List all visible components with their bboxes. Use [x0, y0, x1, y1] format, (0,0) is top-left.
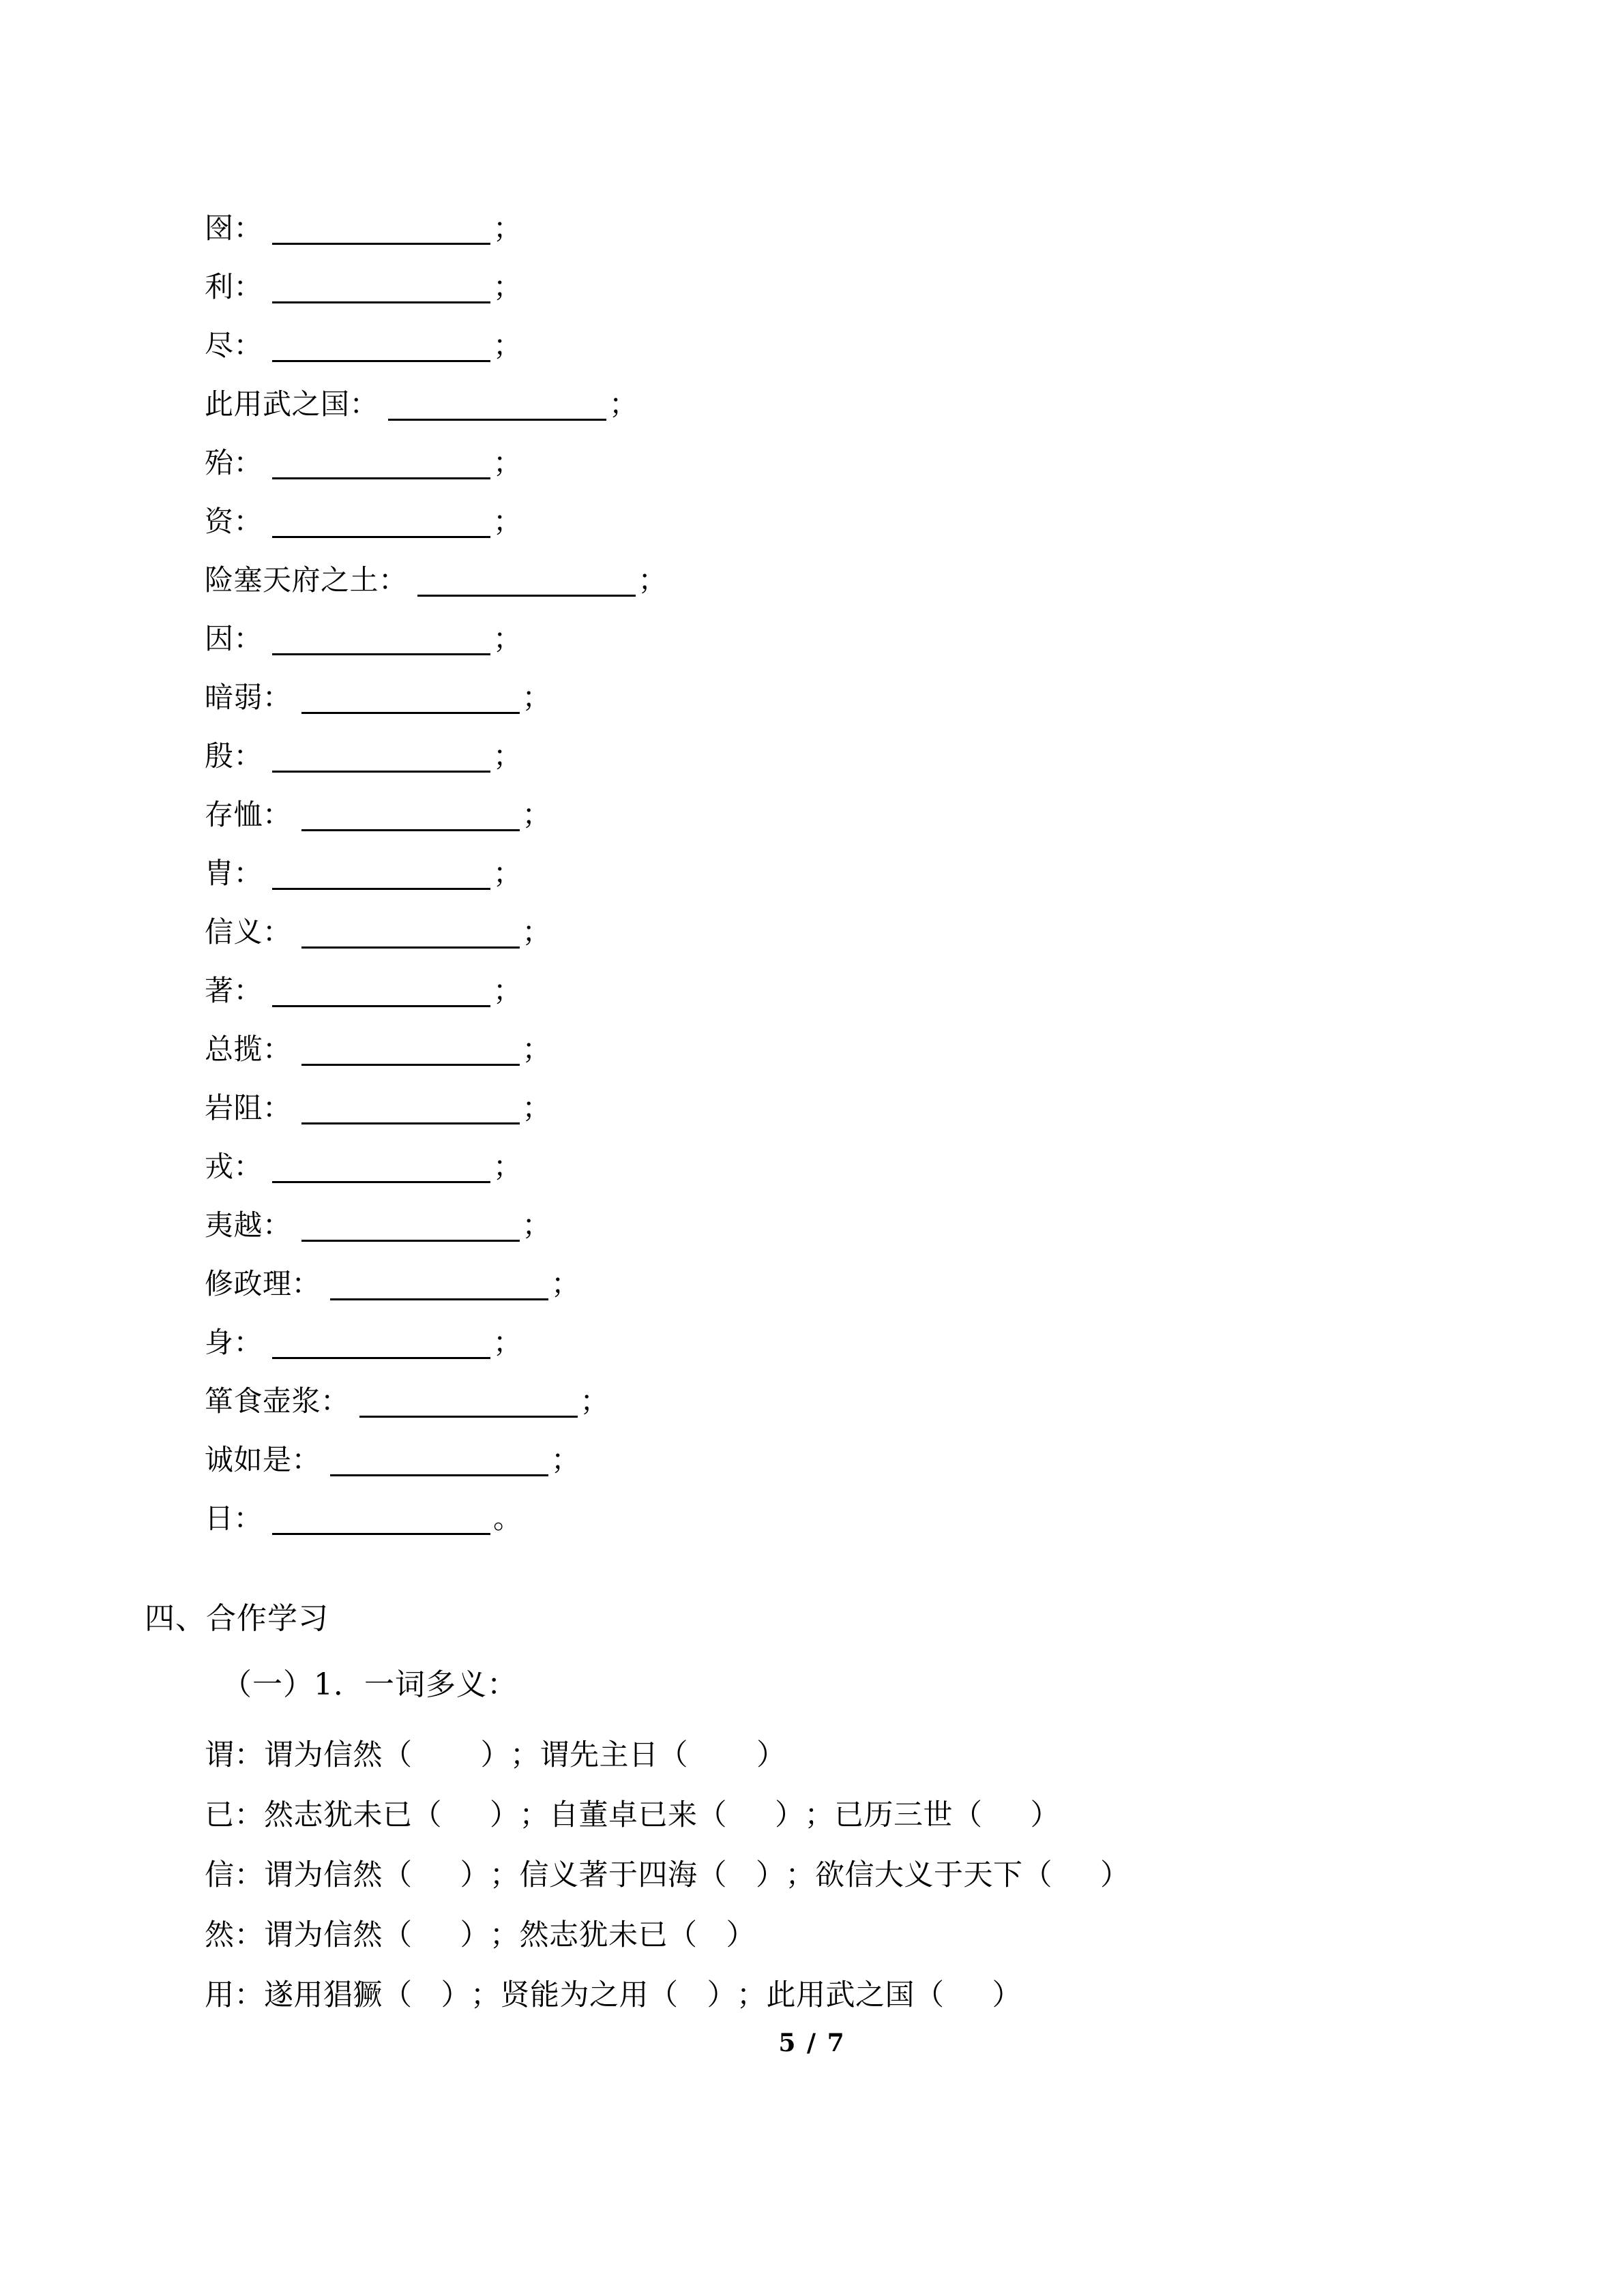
vocabulary-entry: [205, 727, 1501, 786]
paren-open: （: [1022, 1858, 1052, 1892]
answer-blank[interactable]: [330, 1271, 548, 1300]
polysemy-entry: [205, 1785, 1569, 1845]
line-terminator: ；: [522, 1032, 552, 1066]
line-terminator: ；: [493, 270, 522, 303]
answer-blank[interactable]: [272, 626, 490, 655]
answer-blank[interactable]: [272, 509, 490, 538]
colon-separator: ：: [233, 1326, 263, 1359]
answer-blank[interactable]: [272, 215, 490, 245]
vocabulary-entry: [205, 961, 1501, 1020]
answer-blank[interactable]: [272, 274, 490, 303]
line-terminator: ；: [493, 505, 522, 538]
vocabulary-term: 因: [205, 622, 234, 655]
line-terminator: ；: [522, 798, 552, 831]
vocabulary-entry: [205, 668, 1501, 727]
vocabulary-term: 修政理: [205, 1267, 292, 1300]
polysemy-example: 谓为信然: [264, 1918, 383, 1952]
answer-blank[interactable]: [301, 1037, 520, 1066]
polysemy-example: 谓为信然: [264, 1738, 383, 1772]
colon-separator: ：: [321, 1384, 350, 1418]
answer-blank[interactable]: [301, 1095, 520, 1124]
semicolon-separator: ；: [737, 1978, 767, 2012]
vocabulary-entry: [205, 1255, 1501, 1313]
vocabulary-entry: [205, 610, 1501, 668]
paren-close: ）: [726, 1918, 756, 1952]
paren-close: ）: [480, 1738, 510, 1772]
paren-close: ）: [756, 1738, 786, 1772]
vocabulary-entry: [205, 903, 1501, 961]
paren-close: ）: [1030, 1798, 1060, 1832]
line-terminator: ；: [493, 739, 522, 773]
paren-open: （: [697, 1798, 727, 1832]
vocabulary-term: 戎: [205, 1150, 234, 1183]
vocabulary-term: 险塞天府之土: [205, 563, 379, 597]
line-terminator: ；: [493, 446, 522, 479]
colon-separator: ：: [234, 1738, 264, 1772]
line-terminator: ；: [522, 1091, 552, 1124]
line-terminator: ；: [493, 856, 522, 890]
semicolon-separator: ；: [510, 1738, 540, 1772]
semicolon-separator: ；: [785, 1858, 815, 1892]
answer-blank[interactable]: [272, 450, 490, 479]
polysemy-list: [205, 1725, 1569, 2025]
colon-separator: ：: [233, 622, 263, 655]
colon-separator: ：: [234, 1918, 264, 1952]
vocabulary-term: 信义: [205, 915, 263, 949]
vocabulary-term: 尽: [205, 329, 234, 362]
paren-open: （: [953, 1798, 983, 1832]
semicolon-separator: ；: [804, 1798, 834, 1832]
paren-open: （: [383, 1738, 413, 1772]
paren-open: （: [649, 1978, 679, 2012]
vocabulary-term: 利: [205, 270, 234, 303]
line-terminator: ；: [522, 915, 552, 949]
colon-separator: ：: [233, 211, 263, 245]
answer-blank[interactable]: [272, 333, 490, 362]
polysemy-entry: [205, 1905, 1569, 1965]
answer-blank[interactable]: [301, 919, 520, 949]
vocabulary-entry: [205, 1431, 1501, 1489]
colon-separator: ：: [233, 739, 263, 773]
polysemy-keyword: 信: [205, 1858, 235, 1892]
colon-separator: ：: [233, 856, 263, 890]
vocabulary-entry: [205, 1313, 1501, 1372]
vocabulary-entry: [205, 786, 1501, 844]
colon-separator: ：: [263, 798, 292, 831]
answer-blank[interactable]: [272, 743, 490, 773]
colon-separator: ：: [233, 505, 263, 538]
polysemy-example: 然志犹未已: [264, 1798, 413, 1832]
vocabulary-entry: [205, 1020, 1501, 1079]
colon-separator: ：: [263, 1091, 292, 1124]
vocabulary-term: 胄: [205, 856, 234, 890]
vocabulary-entry: [205, 316, 1501, 375]
vocabulary-term: 岩阻: [205, 1091, 263, 1124]
colon-separator: ：: [349, 387, 379, 421]
answer-blank[interactable]: [272, 1506, 490, 1535]
answer-blank[interactable]: [301, 802, 520, 831]
vocabulary-term: 诚如是: [205, 1443, 292, 1476]
vocabulary-term: 此用武之国: [205, 387, 350, 421]
vocabulary-term: 暗弱: [205, 681, 263, 714]
paren-open: （: [668, 1918, 698, 1952]
line-terminator: ；: [522, 681, 552, 714]
subsection-heading-polysemy: （一）1．一词多义：: [222, 1667, 518, 1702]
paren-open: （: [658, 1738, 688, 1772]
line-terminator: ；: [493, 622, 522, 655]
answer-blank[interactable]: [301, 685, 520, 714]
semicolon-separator: ；: [519, 1798, 549, 1832]
colon-separator: ：: [233, 1502, 263, 1535]
polysemy-example: 欲信大义于天下: [815, 1858, 1023, 1892]
colon-separator: ：: [263, 1208, 292, 1242]
paren-close: ）: [460, 1918, 490, 1952]
polysemy-entry: [205, 1725, 1569, 1785]
polysemy-example: 已历三世: [834, 1798, 953, 1832]
section-heading-cooperative-learning: 四、合作学习: [145, 1601, 329, 1636]
colon-separator: ：: [263, 915, 292, 949]
polysemy-keyword: 然: [205, 1918, 235, 1952]
vocabulary-term: 囹: [205, 211, 234, 245]
polysemy-example: 自董卓已来: [549, 1798, 698, 1832]
vocabulary-term: 箪食壶浆: [205, 1384, 321, 1418]
answer-blank[interactable]: [330, 1447, 548, 1476]
colon-separator: ：: [263, 1032, 292, 1066]
line-terminator: ；: [493, 1150, 522, 1183]
line-terminator: ；: [493, 329, 522, 362]
answer-blank[interactable]: [272, 861, 490, 890]
paren-close: ）: [441, 1978, 471, 2012]
vocabulary-term: 夷越: [205, 1208, 263, 1242]
polysemy-example: 谓先主日: [540, 1738, 659, 1772]
vocabulary-term: 资: [205, 505, 234, 538]
paren-open: （: [383, 1978, 413, 2012]
paren-close: ）: [490, 1798, 520, 1832]
vocabulary-term: 身: [205, 1326, 234, 1359]
polysemy-example: 此用武之国: [766, 1978, 915, 2012]
paren-open: （: [383, 1918, 413, 1952]
vocabulary-entry: [205, 1196, 1501, 1255]
paren-open: （: [412, 1798, 442, 1832]
polysemy-keyword: 用: [205, 1978, 235, 2012]
vocabulary-term: 存恤: [205, 798, 263, 831]
semicolon-separator: ；: [490, 1858, 520, 1892]
vocabulary-entry: [205, 1372, 1501, 1431]
colon-separator: ：: [234, 1978, 264, 2012]
colon-separator: ：: [379, 563, 408, 597]
line-terminator: ；: [522, 1208, 552, 1242]
vocabulary-entry: [205, 199, 1501, 258]
paren-close: ）: [707, 1978, 737, 2012]
paren-close: ）: [775, 1798, 805, 1832]
polysemy-keyword: 谓: [205, 1738, 235, 1772]
paren-close: ）: [460, 1858, 490, 1892]
polysemy-entry: [205, 1965, 1569, 2025]
line-terminator: ；: [493, 1326, 522, 1359]
polysemy-example: 遂用猖獗: [264, 1978, 383, 2012]
colon-separator: ：: [234, 1798, 264, 1832]
vocabulary-term: 日: [205, 1502, 234, 1535]
colon-separator: ：: [233, 974, 263, 1007]
answer-blank[interactable]: [272, 1154, 490, 1183]
vocabulary-entry: [205, 844, 1501, 903]
line-terminator: ；: [609, 387, 638, 421]
semicolon-separator: ；: [490, 1918, 520, 1952]
answer-blank[interactable]: [388, 391, 606, 421]
colon-separator: ：: [234, 1858, 264, 1892]
paren-open: （: [383, 1858, 413, 1892]
colon-separator: ：: [291, 1443, 321, 1476]
vocabulary-entry: [205, 551, 1501, 610]
colon-separator: ：: [291, 1267, 321, 1300]
line-terminator: ；: [551, 1443, 580, 1476]
line-terminator: ；: [551, 1267, 580, 1300]
paren-close: ）: [992, 1978, 1022, 2012]
polysemy-example: 贤能为之用: [500, 1978, 649, 2012]
answer-blank[interactable]: [359, 1388, 578, 1418]
polysemy-example: 谓为信然: [264, 1858, 383, 1892]
vocabulary-term: 殷: [205, 739, 234, 773]
paren-close: ）: [756, 1858, 786, 1892]
vocabulary-entry: [205, 1079, 1501, 1137]
vocabulary-entry: [205, 375, 1501, 434]
vocabulary-entry: [205, 1489, 1501, 1548]
answer-blank[interactable]: [272, 1330, 490, 1359]
polysemy-example: 信义著于四海: [519, 1858, 698, 1892]
semicolon-separator: ；: [471, 1978, 501, 2012]
colon-separator: ：: [263, 681, 292, 714]
paren-close: ）: [1100, 1858, 1130, 1892]
line-terminator: ；: [580, 1384, 610, 1418]
vocabulary-term: 总揽: [205, 1032, 263, 1066]
vocabulary-entry: [205, 434, 1501, 492]
line-terminator: 。: [493, 1502, 522, 1535]
vocabulary-term: 著: [205, 974, 234, 1007]
answer-blank[interactable]: [272, 978, 490, 1007]
vocabulary-term: 殆: [205, 446, 234, 479]
polysemy-entry: [205, 1845, 1569, 1905]
polysemy-keyword: 已: [205, 1798, 235, 1832]
colon-separator: ：: [233, 1150, 263, 1183]
line-terminator: ；: [493, 211, 522, 245]
polysemy-example: 然志犹未已: [519, 1918, 668, 1952]
vocabulary-entry: [205, 258, 1501, 316]
line-terminator: ；: [493, 974, 522, 1007]
answer-blank[interactable]: [417, 567, 636, 597]
line-terminator: ；: [638, 563, 668, 597]
vocabulary-blank-list: [205, 199, 1501, 1548]
colon-separator: ：: [233, 329, 263, 362]
colon-separator: ：: [233, 270, 263, 303]
vocabulary-entry: [205, 492, 1501, 551]
answer-blank[interactable]: [301, 1212, 520, 1242]
colon-separator: ：: [233, 446, 263, 479]
paren-open: （: [697, 1858, 727, 1892]
paren-open: （: [915, 1978, 945, 2012]
page-number-footer: 5 / 7: [778, 2029, 846, 2057]
vocabulary-entry: [205, 1137, 1501, 1196]
